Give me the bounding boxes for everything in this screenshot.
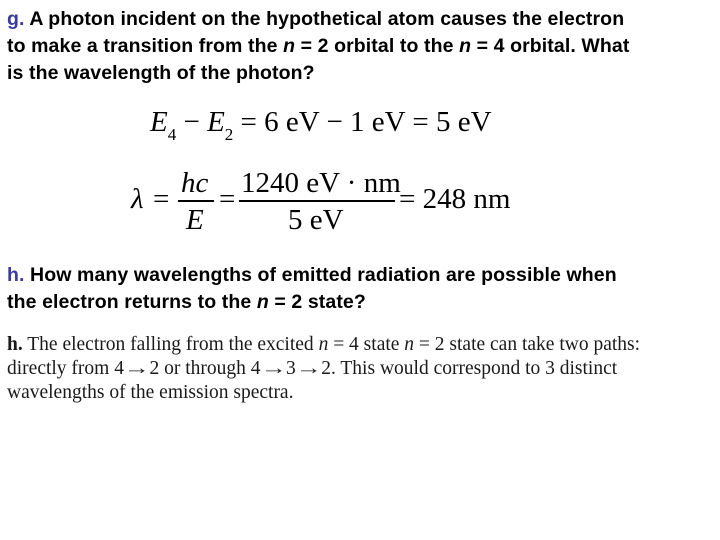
variable-n: n [318, 334, 329, 355]
wavelength-result: = 248 nm [399, 183, 511, 215]
energy-symbol: E [207, 106, 225, 138]
question-g-text-2b: = 2 orbital to the [295, 35, 460, 57]
equals-sign: = [219, 183, 236, 215]
right-arrow-icon: → [260, 358, 287, 379]
variable-n: n [283, 35, 296, 57]
answer-text: directly from 4 [7, 358, 124, 379]
energy-symbol: E [150, 106, 168, 138]
answer-h-line-3: wavelengths of the emission spectra. [7, 382, 294, 403]
wavelength-equation [131, 168, 531, 238]
answer-text: = 2 state can take two paths: [414, 334, 641, 355]
lambda-symbol: λ [131, 183, 144, 215]
answer-h-label: h. [7, 334, 23, 355]
answer-h-line-1 [7, 333, 640, 357]
question-h-line-2 [7, 289, 617, 316]
answer-text: The electron falling from the excited [22, 334, 319, 355]
equals-sign: = [153, 183, 170, 215]
question-h-text-2b: = 2 state? [268, 291, 366, 313]
question-h-line-1 [7, 262, 617, 289]
question-g-text-2c: = 4 orbital. What [471, 35, 630, 57]
question-h-text-2a: the electron returns to the [7, 291, 257, 313]
question-h-text-1: How many wavelengths of emitted radiation are possible when [24, 264, 617, 286]
subscript: 4 [167, 125, 177, 144]
question-h-label: h. [7, 264, 25, 286]
question-h [7, 262, 617, 316]
subscript: 2 [224, 125, 234, 144]
fraction-denominator: 5 eV [288, 204, 344, 236]
question-g-label: g. [7, 8, 25, 30]
variable-n: n [404, 334, 415, 355]
question-g-line-3: is the wavelength of the photon? [7, 62, 315, 84]
fraction-numerator: hc [181, 167, 209, 199]
answer-text: 2. This would correspond to 3 distinct [321, 358, 618, 379]
question-g [7, 6, 629, 87]
answer-text: = 4 state [328, 334, 405, 355]
question-g-line-2 [7, 33, 629, 60]
right-arrow-icon: → [295, 358, 322, 379]
question-g-line-1 [7, 6, 629, 33]
fraction-bar [239, 200, 395, 202]
question-g-text-1: A photon incident on the hypothetical atom causes the electron [24, 8, 625, 30]
fraction-bar [178, 200, 214, 202]
right-arrow-icon: → [123, 358, 150, 379]
answer-h-line-2 [7, 357, 640, 381]
energy-difference-equation [150, 108, 492, 143]
fraction-numerator: 1240 eV · nm [241, 167, 401, 199]
answer-h [7, 333, 640, 405]
energy-difference-result: = 6 eV − 1 eV = 5 eV [233, 106, 492, 138]
answer-text: 3 [286, 358, 296, 379]
answer-text: 2 or through 4 [149, 358, 261, 379]
fraction-denominator: E [186, 204, 204, 236]
variable-n: n [459, 35, 472, 57]
variable-n: n [256, 291, 269, 313]
question-g-text-2a: to make a transition from the [7, 35, 284, 57]
minus-sign: − [176, 106, 208, 138]
